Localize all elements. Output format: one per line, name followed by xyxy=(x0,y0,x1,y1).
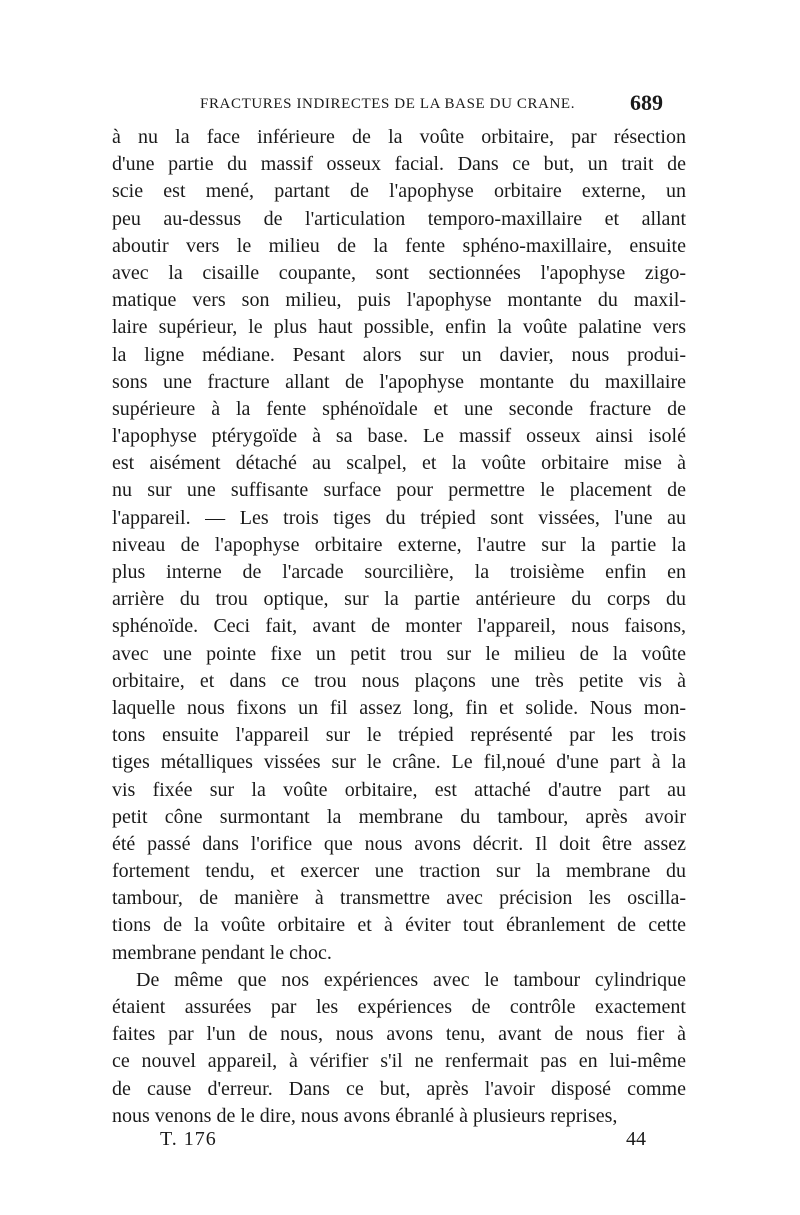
paragraph-1 xyxy=(112,124,686,967)
sheet-number: 44 xyxy=(626,1128,646,1150)
text-line: matique vers son milieu, puis l'apophyse montante du maxil- xyxy=(112,289,686,312)
text-line: petit cône surmontant la membrane du tambour, après avoir xyxy=(112,805,686,828)
text-line: fortement tendu, et exercer une traction sur la membrane du xyxy=(112,860,686,883)
text-line: à nu la face inférieure de la voûte orbitaire, par résection xyxy=(112,126,686,148)
text-line: De même que nos expériences avec le tambour cylindrique xyxy=(136,968,686,991)
text-line: arrière du trou optique, sur la partie antérieure du corps du xyxy=(112,588,686,611)
text-line: l'apophyse ptérygoïde à sa base. Le massif osseux ainsi isolé xyxy=(112,425,686,448)
text-line: l'appareil. — Les trois tiges du trépied sont vissées, l'une au xyxy=(112,506,686,529)
text-line: aboutir vers le milieu de la fente sphéno-maxillaire, ensuite xyxy=(112,234,686,257)
running-title: FRACTURES INDIRECTES DE LA BASE DU CRANE. xyxy=(200,96,576,112)
text-line: plus interne de l'arcade sourcilière, la troisième enfin en xyxy=(112,561,686,583)
paragraph-2 xyxy=(112,967,686,1130)
text-line: avec une pointe fixe un petit trou sur le milieu de la voûte xyxy=(112,642,686,665)
text-line: vis fixée sur la voûte orbitaire, est attaché d'autre part au xyxy=(112,778,686,801)
text-line: ce nouvel appareil, à vérifier s'il ne renfermait pas en lui-même xyxy=(112,1050,686,1073)
text-line: avec la cisaille coupante, sont sectionnées l'apophyse zigo- xyxy=(112,261,686,284)
page-number: 689 xyxy=(630,90,663,115)
text-line: est aisément détaché au scalpel, et la voûte orbitaire mise à xyxy=(112,452,686,475)
text-line: la ligne médiane. Pesant alors sur un davier, nous produi- xyxy=(112,343,686,366)
text-line: tons ensuite l'appareil sur le trépied représenté par les trois xyxy=(112,724,686,747)
text-line: scie est mené, partant de l'apophyse orbitaire externe, un xyxy=(112,180,686,203)
text-line: sphénoïde. Ceci fait, avant de monter l'appareil, nous faisons, xyxy=(112,615,686,638)
text-line: tiges métalliques vissées sur le crâne. Le fil,noué d'une part à la xyxy=(112,751,686,774)
text-line: niveau de l'apophyse orbitaire externe, l'autre sur la partie la xyxy=(112,533,686,556)
text-line: nu sur une suffisante surface pour permettre le placement de xyxy=(112,479,686,502)
text-line: laquelle nous fixons un fil assez long, fin et solide. Nous mon- xyxy=(112,696,686,719)
text-line: faites par l'un de nous, nous avons tenu, avant de nous fier à xyxy=(112,1023,686,1046)
text-line: été passé dans l'orifice que nous avons décrit. Il doit être assez xyxy=(112,832,686,855)
text-line: sons une fracture allant de l'apophyse montante du maxillaire xyxy=(112,370,686,393)
body-text xyxy=(112,124,686,1130)
text-line: laire supérieur, le plus haut possible, enfin la voûte palatine vers xyxy=(112,316,686,339)
text-line: tions de la voûte orbitaire et à éviter tout ébranlement de cette xyxy=(112,914,686,937)
text-line: de cause d'erreur. Dans ce but, après l'avoir disposé comme xyxy=(112,1077,686,1100)
text-line: tambour, de manière à transmettre avec précision les oscilla- xyxy=(112,887,686,910)
text-line: d'une partie du massif osseux facial. Dans ce but, un trait de xyxy=(112,153,686,176)
text-line: nous venons de le dire, nous avons ébranlé à plusieurs reprises, xyxy=(112,1104,618,1127)
text-line: supérieure à la fente sphénoïdale et une seconde fracture de xyxy=(112,397,686,420)
signature-mark: T. 176 xyxy=(160,1128,217,1150)
text-line: orbitaire, et dans ce trou nous plaçons une très petite vis à xyxy=(112,669,686,692)
text-line: étaient assurées par les expériences de contrôle exactement xyxy=(112,996,686,1018)
text-line: membrane pendant le choc. xyxy=(112,941,332,964)
text-line: peu au-dessus de l'articulation temporo-maxillaire et allant xyxy=(112,207,686,230)
